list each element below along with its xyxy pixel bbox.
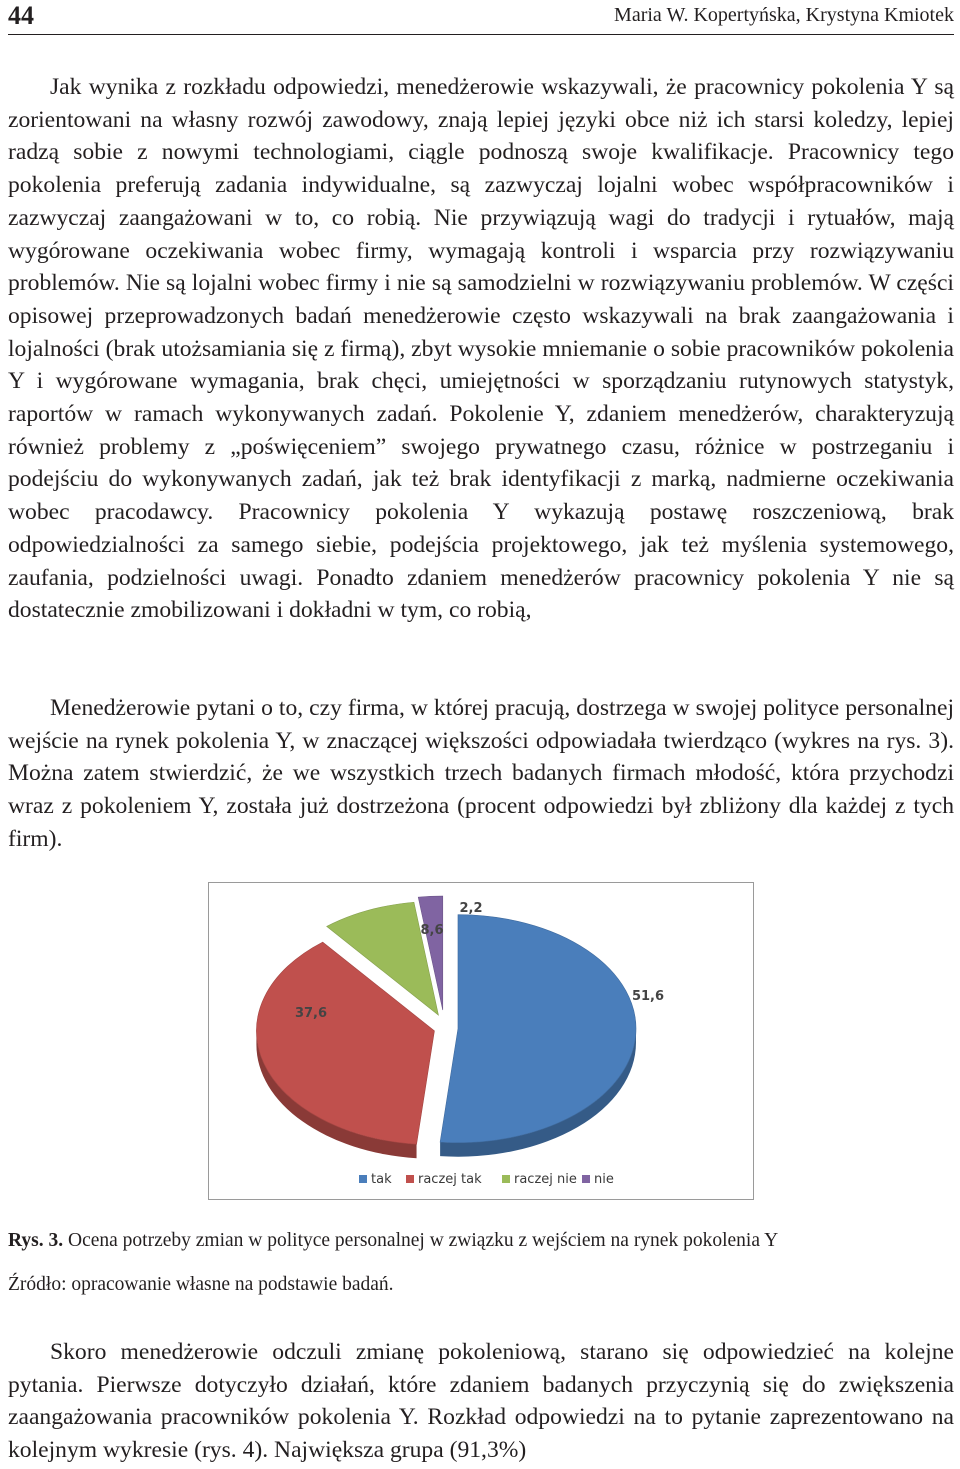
- legend-swatch-0: [359, 1175, 367, 1183]
- legend-swatch-1: [406, 1175, 414, 1183]
- legend-entry-3: nie: [594, 1172, 614, 1187]
- figure-source: Źródło: opracowanie własne na podstawie badań.: [8, 1274, 394, 1295]
- data-label-2: 8,6: [420, 923, 444, 938]
- data-label-3: 2,2: [459, 901, 483, 916]
- figure-caption-text: Ocena potrzeby zmian w polityce personalnej w związku z wejściem na rynek pokolenia Y: [68, 1230, 779, 1251]
- page-header: [8, 0, 954, 35]
- running-head: Maria W. Kopertyńska, Krystyna Kmiotek: [614, 4, 954, 26]
- legend-entry-2: raczej nie: [514, 1172, 577, 1187]
- legend-entry-1: raczej tak: [418, 1172, 482, 1187]
- data-label-1: 37,6: [294, 1006, 328, 1021]
- page-number: 44: [8, 1, 34, 30]
- body-paragraph-1: Jak wynika z rozkładu odpowiedzi, menedżerowie wskazywali, że pracownicy pokolenia Y są zorientowani na własny rozwój zawodowy, znają lepiej języki obce niż ich starsi koledzy, lepiej radzą sobie z nowymi technologiami, ciągle podnoszą swoje kwalifikacje. Pracownicy tego pokolenia preferują zadania indywidualne, są zazwyczaj lojalni wobec współpracowników i zazwyczaj zaangażowani w to, co robią. Nie przywiązują wagi do tradycji i rytuałów, mają wygórowane oczekiwania wobec firmy, wymagają kontroli i wsparcia przy rozwiązywaniu problemów. Nie są lojalni wobec firmy i nie są samodzielni w rozwiązywaniu problemów. W części opisowej przeprowadzonych badań menedżerowie często wskazywali na brak zaangażowania i lojalności (brak utożsamiania się z firmą), zbyt wysokie mniemanie o sobie pracowników pokolenia Y i wygórowane wymagania, brak chęci, umiejętności w sporządzaniu rutynowych statystyk, raportów w ramach wykonywanych zadań. Pokolenie Y, zdaniem menedżerów, charakteryzują również problemy z „poświęceniem” swojego prywatnego czasu, różnice w postrzeganiu i podejściu do wykonywanych zadań, jak też brak identyfikacji z marką, nadmierne oczekiwania wobec pracodawcy. Pracownicy pokolenia Y wykazują postawę roszczeniową, brak odpowiedzialności za samego siebie, podejścia projektowego, jak też myślenia systemowego, zaufania, podzielności uwagi. Ponadto zdaniem menedżerów pracownicy pokolenia Y nie są dostatecznie zmobilizowani i dokładni w tym, co robią,: [8, 74, 954, 624]
- legend-swatch-2: [502, 1175, 510, 1183]
- body-paragraph-3: Skoro menedżerowie odczuli zmianę pokoleniową, starano się odpowiedzieć na kolejne pytania. Pierwsze dotyczyło działań, które zdaniem badanych przyczynią się do zwiększenia zaangażowania pracowników pokolenia Y. Rozkład odpowiedzi na to pytanie zaprezentowano na kolejnym wykresie (rys. 4). Największa grupa (91,3%): [8, 1339, 954, 1464]
- figure-caption: [8, 1230, 778, 1252]
- data-label-0: 51,6: [631, 989, 665, 1004]
- legend-swatch-3: [582, 1175, 590, 1183]
- legend-entry-0: tak: [371, 1172, 392, 1187]
- body-paragraph-2: Menedżerowie pytani o to, czy firma, w której pracują, dostrzega w swojej polityce personalnej wejście na rynek pokolenia Y, w znaczącej większości odpowiadała twierdząco (wykres na rys. 3). Można zatem stwierdzić, że we wszystkich trzech badanych firmach młodość, która przychodzi wraz z pokoleniem Y, została już dostrzeżona (procent odpowiedzi był zbliżony dla każdej z tych firm).: [8, 695, 954, 852]
- pie-chart-svg: [209, 883, 752, 1198]
- pie-chart: [208, 882, 754, 1200]
- pie-slice-tak: [440, 915, 636, 1143]
- figure-label: Rys. 3.: [8, 1230, 64, 1251]
